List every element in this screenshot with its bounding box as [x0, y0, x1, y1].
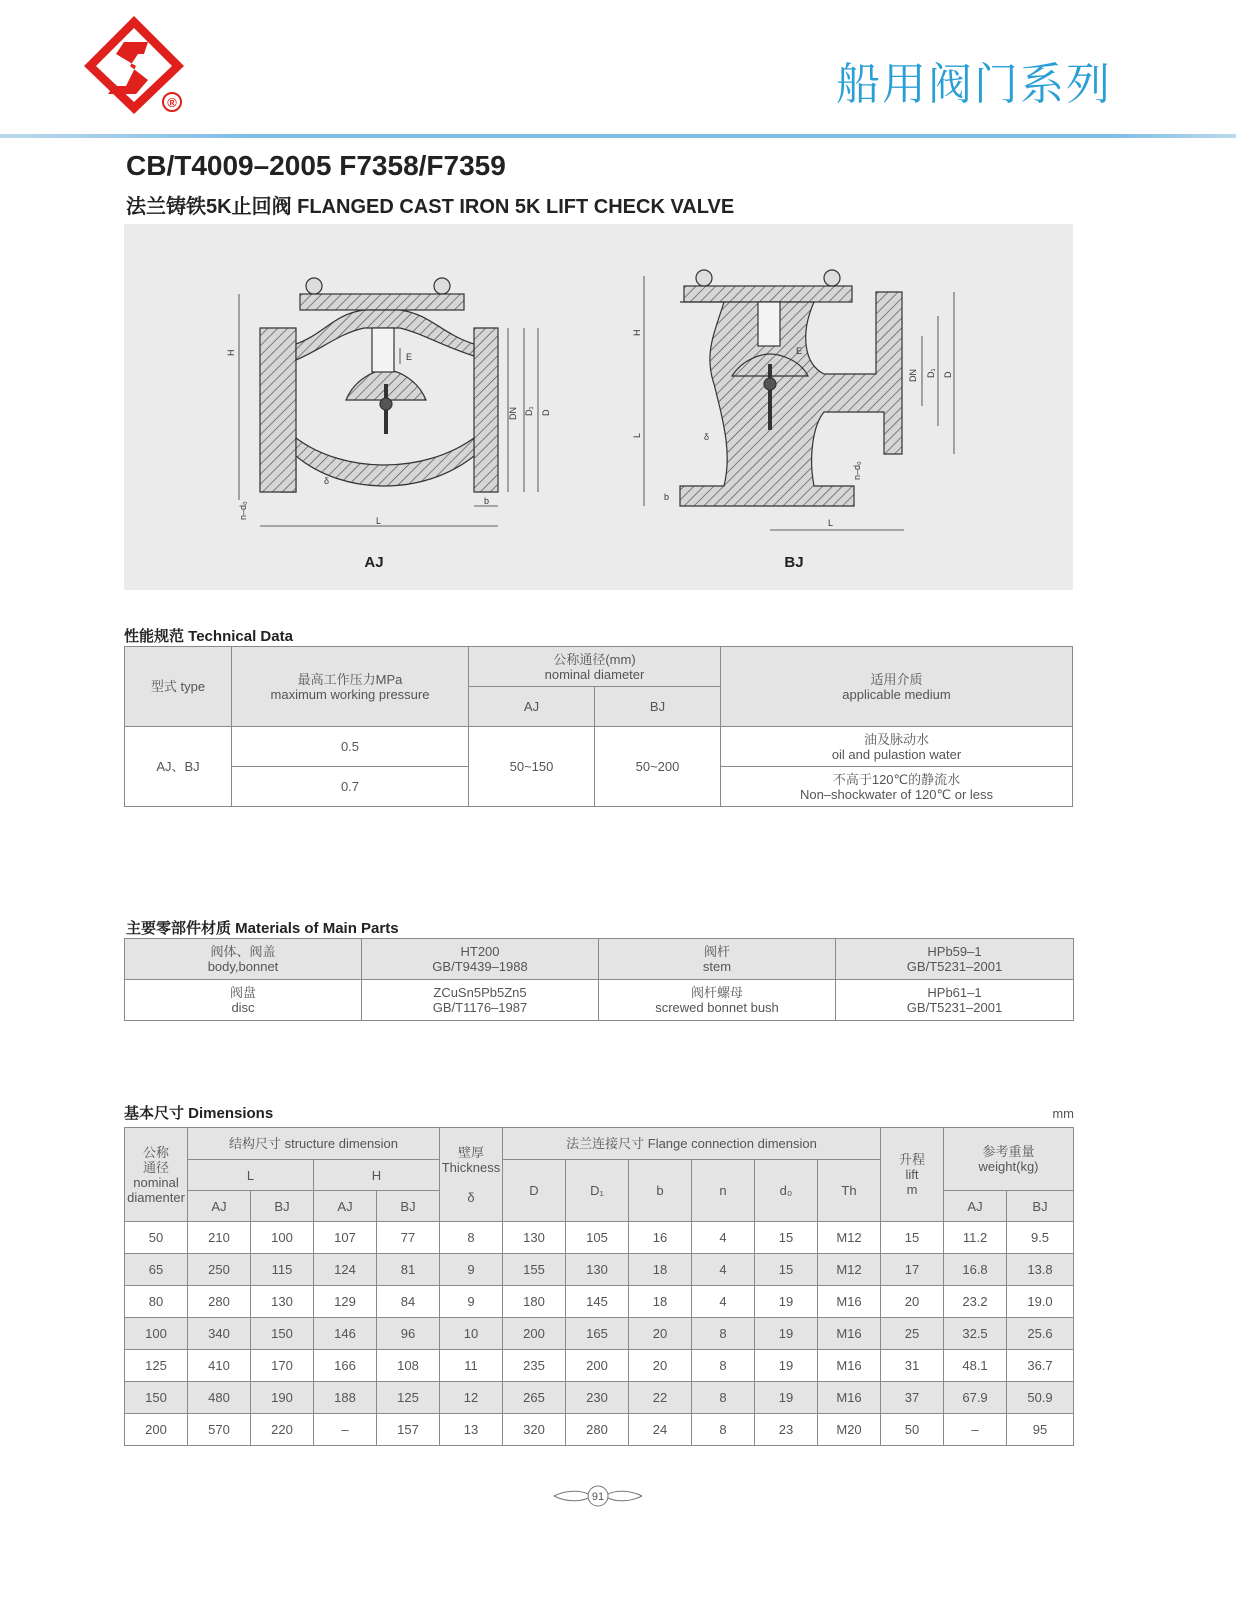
table-cell: – — [944, 1414, 1007, 1446]
material-body-spec: HT200 GB/T9439–1988 — [362, 939, 599, 980]
table-cell: 170 — [251, 1350, 314, 1382]
table-cell: 10 — [440, 1318, 503, 1350]
aj-label-l: L — [376, 516, 382, 526]
table-cell: 107 — [314, 1222, 377, 1254]
table-cell: 200 — [503, 1318, 566, 1350]
dim-header-nominal: 公称 通径 nominal diamenter — [125, 1128, 188, 1222]
table-cell: 12 — [440, 1382, 503, 1414]
table-cell: 180 — [503, 1286, 566, 1318]
table-row — [125, 1414, 1074, 1446]
dim-header-th: Th — [818, 1160, 881, 1222]
dim-header-b: b — [629, 1160, 692, 1222]
table-cell: 480 — [188, 1382, 251, 1414]
bj-label-delta: δ — [704, 432, 710, 442]
dim-header-l-aj: AJ — [188, 1191, 251, 1222]
aj-label-d1: D₁ — [524, 406, 534, 416]
table-cell: M12 — [818, 1222, 881, 1254]
dimensions-title: 基本尺寸 Dimensions — [124, 1105, 274, 1122]
table-cell: 100 — [251, 1222, 314, 1254]
model-title: CB/T4009–2005 F7358/F7359 — [126, 150, 506, 181]
material-stem: 阀杆 stem — [599, 939, 836, 980]
tech-header-aj: AJ — [469, 687, 595, 727]
table-cell: 280 — [566, 1414, 629, 1446]
material-disc-spec: ZCuSn5Pb5Zn5 GB/T1176–1987 — [362, 980, 599, 1021]
table-cell: 15 — [755, 1222, 818, 1254]
table-cell: 24 — [629, 1414, 692, 1446]
company-logo — [82, 14, 192, 114]
tech-header-bj: BJ — [595, 687, 721, 727]
table-cell: 130 — [566, 1254, 629, 1286]
bj-label-h: H — [632, 329, 642, 336]
table-cell: 50 — [881, 1414, 944, 1446]
bj-label-dn: DN — [908, 369, 918, 382]
tech-medium-2: 不高于120℃的静流水 Non–shockwater of 120℃ or less — [721, 767, 1073, 807]
table-cell: – — [314, 1414, 377, 1446]
dim-header-l-bj: BJ — [251, 1191, 314, 1222]
table-cell: 19 — [755, 1382, 818, 1414]
table-cell: 4 — [692, 1286, 755, 1318]
table-cell: M12 — [818, 1254, 881, 1286]
table-cell: 210 — [188, 1222, 251, 1254]
bj-label-nd0: n–d₀ — [852, 461, 862, 480]
table-cell: 19.0 — [1007, 1286, 1074, 1318]
table-cell: 200 — [125, 1414, 188, 1446]
table-cell: 9 — [440, 1286, 503, 1318]
table-cell: M16 — [818, 1382, 881, 1414]
table-cell: 129 — [314, 1286, 377, 1318]
dim-header-d0: d₀ — [755, 1160, 818, 1222]
bj-label-d1: D₁ — [926, 368, 936, 378]
table-cell: 84 — [377, 1286, 440, 1318]
bj-body — [680, 292, 902, 506]
table-cell: 20 — [881, 1286, 944, 1318]
table-cell: 80 — [125, 1286, 188, 1318]
bj-label-l: L — [632, 432, 642, 438]
table-cell: 220 — [251, 1414, 314, 1446]
aj-view — [226, 278, 551, 571]
technical-data-title: 性能规范 Technical Data — [124, 628, 293, 645]
table-cell: 265 — [503, 1382, 566, 1414]
table-cell: 25.6 — [1007, 1318, 1074, 1350]
dim-header-structure: 结构尺寸 structure dimension — [188, 1128, 440, 1160]
materials-title: 主要零部件材质 Materials of Main Parts — [126, 920, 399, 937]
table-cell: 13 — [440, 1414, 503, 1446]
table-cell: 36.7 — [1007, 1350, 1074, 1382]
table-cell: 77 — [377, 1222, 440, 1254]
table-cell: 157 — [377, 1414, 440, 1446]
bj-label-d: D — [943, 371, 953, 378]
table-cell: 17 — [881, 1254, 944, 1286]
table-cell: 9.5 — [1007, 1222, 1074, 1254]
bj-caption: BJ — [784, 554, 804, 571]
material-bush: 阀杆螺母 screwed bonnet bush — [599, 980, 836, 1021]
table-cell: 4 — [692, 1254, 755, 1286]
table-cell: 108 — [377, 1350, 440, 1382]
table-cell: M20 — [818, 1414, 881, 1446]
table-cell: 145 — [566, 1286, 629, 1318]
tech-header-pressure: 最高工作压力MPa maximum working pressure — [232, 647, 469, 727]
table-cell: 130 — [251, 1286, 314, 1318]
dim-header-lift: 升程 lift m — [881, 1128, 944, 1222]
dim-header-h-aj: AJ — [314, 1191, 377, 1222]
technical-data-table — [124, 646, 1073, 807]
dim-header-d: D — [503, 1160, 566, 1222]
dim-header-weight-bj: BJ — [1007, 1191, 1074, 1222]
table-cell: 9 — [440, 1254, 503, 1286]
table-cell: 8 — [692, 1414, 755, 1446]
dim-header-thickness: 壁厚 Thickness δ — [440, 1128, 503, 1222]
dim-header-n: n — [692, 1160, 755, 1222]
table-cell: 19 — [755, 1350, 818, 1382]
table-cell: 165 — [566, 1318, 629, 1350]
table-cell: 150 — [251, 1318, 314, 1350]
aj-label-dn: DN — [508, 407, 518, 420]
table-cell: 4 — [692, 1222, 755, 1254]
series-title: 船用阀门系列 — [836, 59, 1112, 110]
dim-header-weight: 参考重量 weight(kg) — [944, 1128, 1074, 1191]
materials-table — [124, 938, 1074, 1021]
material-bush-spec: HPb61–1 GB/T5231–2001 — [836, 980, 1074, 1021]
header-rule — [0, 134, 1236, 138]
table-cell: 22 — [629, 1382, 692, 1414]
dim-header-h-bj: BJ — [377, 1191, 440, 1222]
tech-header-medium: 适用介质 applicable medium — [721, 647, 1073, 727]
table-cell: 81 — [377, 1254, 440, 1286]
table-row — [125, 1318, 1074, 1350]
table-cell: 155 — [503, 1254, 566, 1286]
table-cell: 19 — [755, 1286, 818, 1318]
bj-view — [632, 270, 954, 571]
tech-header-type: 型式 type — [125, 647, 232, 727]
table-cell: 16 — [629, 1222, 692, 1254]
aj-label-delta: δ — [324, 476, 330, 486]
table-cell: 8 — [440, 1222, 503, 1254]
table-cell: 124 — [314, 1254, 377, 1286]
table-cell: 37 — [881, 1382, 944, 1414]
table-cell: 115 — [251, 1254, 314, 1286]
product-title: 法兰铸铁5K止回阀 FLANGED CAST IRON 5K LIFT CHECK VALVE — [126, 196, 735, 218]
table-cell: 235 — [503, 1350, 566, 1382]
table-cell: 100 — [125, 1318, 188, 1350]
material-stem-spec: HPb59–1 GB/T5231–2001 — [836, 939, 1074, 980]
tech-header-diameter: 公称通径(mm) nominal diameter — [469, 647, 721, 687]
dim-header-l: L — [188, 1160, 314, 1191]
table-cell: 8 — [692, 1382, 755, 1414]
table-cell: 18 — [629, 1254, 692, 1286]
table-cell: 410 — [188, 1350, 251, 1382]
table-row — [125, 1350, 1074, 1382]
table-cell: 150 — [125, 1382, 188, 1414]
valve-drawing — [124, 224, 1073, 590]
bj-label-b: b — [664, 492, 670, 502]
table-cell: 15 — [881, 1222, 944, 1254]
aj-label-nd0: n–d₀ — [238, 501, 248, 520]
table-cell: 200 — [566, 1350, 629, 1382]
tech-aj-range: 50~150 — [469, 727, 595, 807]
table-cell: 32.5 — [944, 1318, 1007, 1350]
dim-header-h: H — [314, 1160, 440, 1191]
dim-header-weight-aj: AJ — [944, 1191, 1007, 1222]
dimensions-unit: mm — [1052, 1106, 1074, 1121]
table-row — [125, 1382, 1074, 1414]
bj-label-l-bottom: L — [828, 518, 834, 528]
aj-label-d: D — [541, 409, 551, 416]
table-cell: 188 — [314, 1382, 377, 1414]
table-cell: 125 — [125, 1350, 188, 1382]
table-cell: 13.8 — [1007, 1254, 1074, 1286]
table-cell: 96 — [377, 1318, 440, 1350]
table-cell: 11.2 — [944, 1222, 1007, 1254]
table-row — [125, 1222, 1074, 1254]
table-cell: 280 — [188, 1286, 251, 1318]
table-cell: 190 — [251, 1382, 314, 1414]
aj-label-e: E — [406, 352, 413, 362]
table-cell: 25 — [881, 1318, 944, 1350]
tech-pressure-1: 0.5 — [232, 727, 469, 767]
table-cell: M16 — [818, 1286, 881, 1318]
table-cell: 50.9 — [1007, 1382, 1074, 1414]
table-cell: 48.1 — [944, 1350, 1007, 1382]
table-cell: 31 — [881, 1350, 944, 1382]
tech-bj-range: 50~200 — [595, 727, 721, 807]
table-cell: M16 — [818, 1350, 881, 1382]
aj-label-b: b — [484, 496, 490, 506]
table-cell: 340 — [188, 1318, 251, 1350]
material-disc: 阀盘 disc — [125, 980, 362, 1021]
tech-pressure-2: 0.7 — [232, 767, 469, 807]
dim-header-d1: D₁ — [566, 1160, 629, 1222]
table-cell: 20 — [629, 1350, 692, 1382]
aj-caption: AJ — [364, 554, 384, 571]
table-cell: 16.8 — [944, 1254, 1007, 1286]
table-cell: 570 — [188, 1414, 251, 1446]
dim-header-flange: 法兰连接尺寸 Flange connection dimension — [503, 1128, 881, 1160]
table-cell: 8 — [692, 1318, 755, 1350]
material-body-bonnet: 阀体、阀盖 body,bonnet — [125, 939, 362, 980]
tech-type-value: AJ、BJ — [125, 727, 232, 807]
table-cell: 320 — [503, 1414, 566, 1446]
table-cell: 67.9 — [944, 1382, 1007, 1414]
table-cell: 125 — [377, 1382, 440, 1414]
table-cell: M16 — [818, 1318, 881, 1350]
table-cell: 105 — [566, 1222, 629, 1254]
table-cell: 15 — [755, 1254, 818, 1286]
table-cell: 20 — [629, 1318, 692, 1350]
table-cell: 11 — [440, 1350, 503, 1382]
table-cell: 19 — [755, 1318, 818, 1350]
dimensions-table — [124, 1127, 1074, 1446]
bj-label-e: E — [796, 346, 803, 356]
tech-medium-1: 油及脉动水 oil and pulastion water — [721, 727, 1073, 767]
table-cell: 146 — [314, 1318, 377, 1350]
table-cell: 230 — [566, 1382, 629, 1414]
aj-label-h: H — [226, 349, 236, 356]
table-cell: 23 — [755, 1414, 818, 1446]
table-cell: 18 — [629, 1286, 692, 1318]
table-row — [125, 1254, 1074, 1286]
table-cell: 250 — [188, 1254, 251, 1286]
table-cell: 95 — [1007, 1414, 1074, 1446]
table-cell: 50 — [125, 1222, 188, 1254]
page-number-ornament — [552, 1484, 644, 1508]
table-cell: 166 — [314, 1350, 377, 1382]
registered-mark: ® — [167, 95, 177, 110]
table-cell: 8 — [692, 1350, 755, 1382]
table-row — [125, 1286, 1074, 1318]
table-cell: 23.2 — [944, 1286, 1007, 1318]
table-cell: 130 — [503, 1222, 566, 1254]
table-cell: 65 — [125, 1254, 188, 1286]
page-number: 91 — [591, 1491, 605, 1503]
